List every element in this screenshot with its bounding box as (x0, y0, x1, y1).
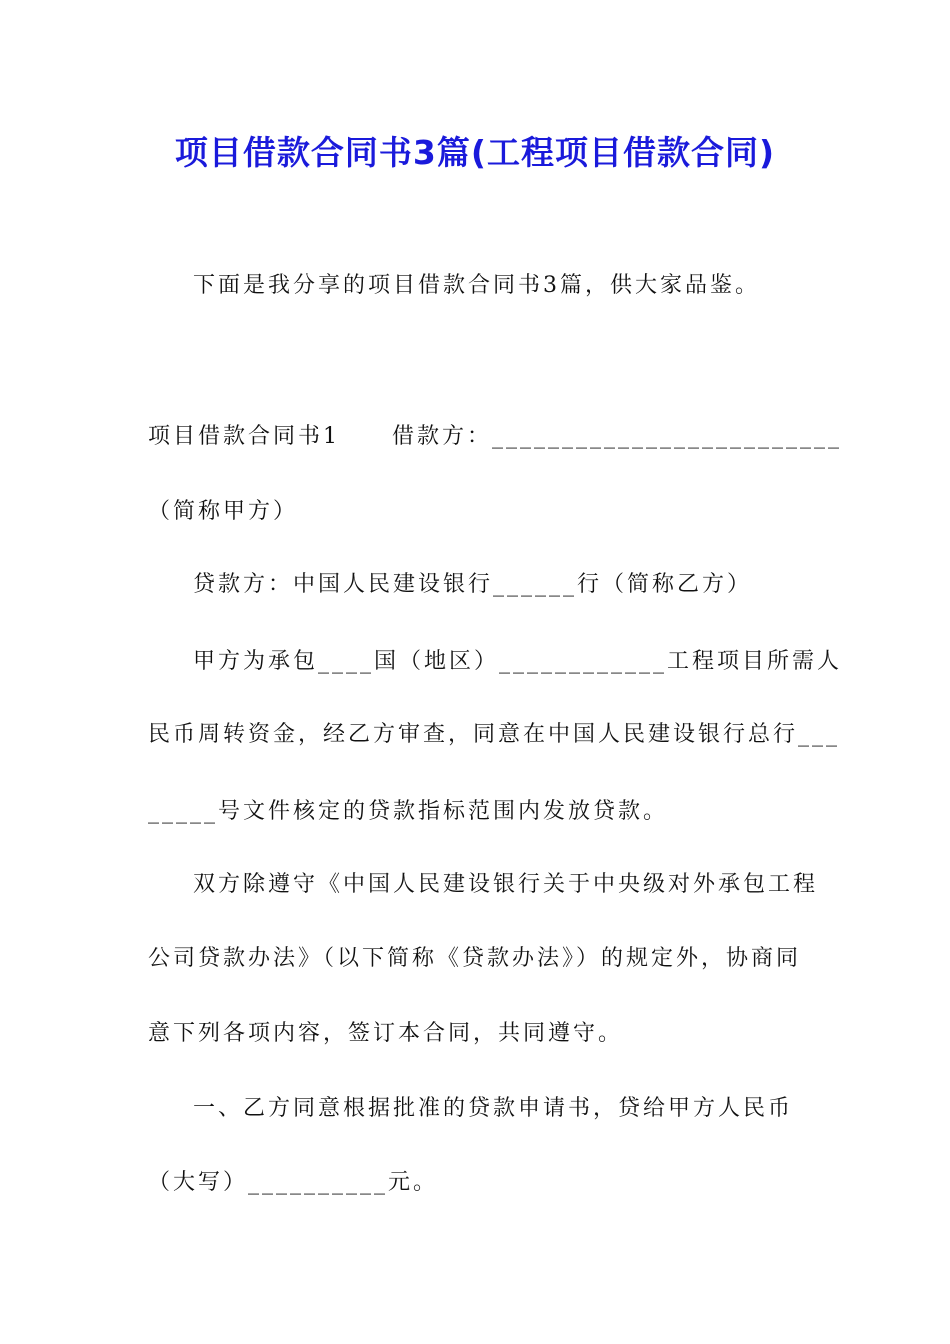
paragraph-line: 民币周转资金，经乙方审查，同意在中国人民建设银行总行___ (148, 722, 841, 747)
intro-paragraph: 下面是我分享的项目借款合同书3篇，供大家品鉴。 (193, 273, 760, 298)
paragraph-line: 公司贷款办法》（以下简称《贷款办法》）的规定外，协商同 (148, 946, 802, 971)
paragraph-line: 双方除遵守《中国人民建设银行关于中央级对外承包工程 (193, 872, 819, 897)
contract-heading-line (148, 420, 842, 454)
paragraph-line: （大写）__________元。 (148, 1170, 439, 1195)
lender-line: 贷款方：中国人民建设银行______行（简称乙方） (193, 572, 753, 597)
borrower-field: 借款方：_________________________ (392, 424, 843, 449)
document-title: 项目借款合同书3篇(工程项目借款合同) (174, 133, 776, 172)
contract-heading: 项目借款合同书1 (148, 424, 340, 449)
paragraph-line: 意下列各项内容，签订本合同，共同遵守。 (148, 1021, 624, 1046)
paragraph-line: 一、乙方同意根据批准的贷款申请书，贷给甲方人民币 (193, 1096, 794, 1121)
paragraph-line: 甲方为承包____国（地区）____________工程项目所需人 (193, 649, 843, 674)
borrower-abbreviation: （简称甲方） (148, 499, 299, 524)
paragraph-line: _____号文件核定的贷款指标范围内发放贷款。 (148, 799, 669, 824)
